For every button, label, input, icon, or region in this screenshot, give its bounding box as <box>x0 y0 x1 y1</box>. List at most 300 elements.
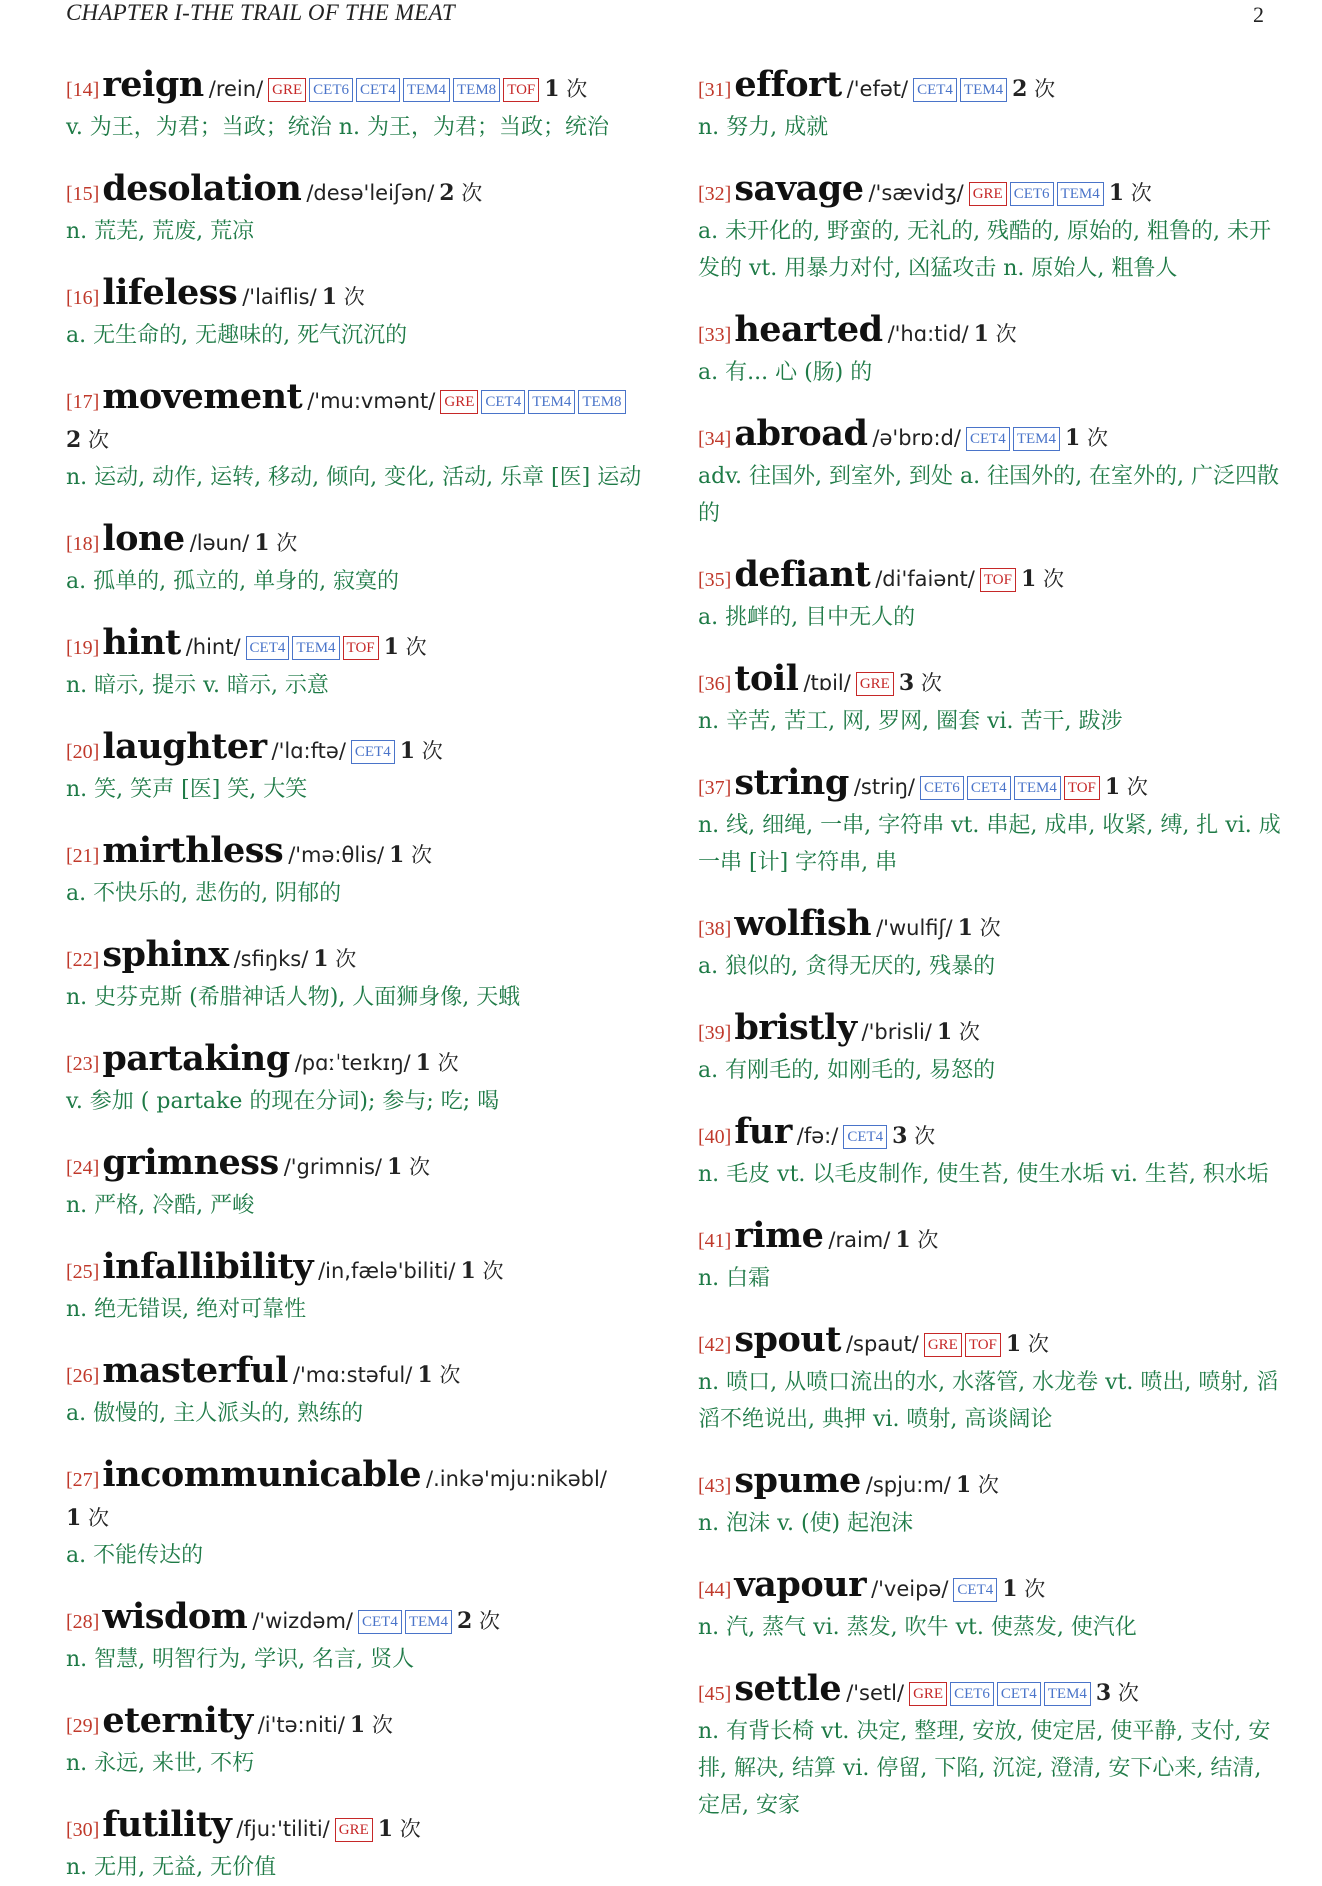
entry-headline <box>698 905 1282 948</box>
entry-index: [21] <box>66 845 100 867</box>
entry-index: [31] <box>698 79 732 101</box>
entry-definition: n. 有背长椅 vt. 决定, 整理, 安放, 使定居, 使平静, 支付, 安排, 解决, 结算 vi. 停留, 下陷, 沉淀, 澄清, 安下心来, 结清, 定居, 安家 <box>698 1719 1271 1818</box>
headword: fur <box>734 1111 792 1152</box>
headword: desolation <box>102 168 302 209</box>
phonetic-transcription: /sfiŋks/ <box>233 947 309 971</box>
page-number: 2 <box>1253 2 1264 27</box>
vocab-entry <box>66 1806 648 1886</box>
exam-tags <box>909 1684 1091 1708</box>
phonetic-transcription: /'hɑ:tid/ <box>887 322 969 346</box>
headword: infallibility <box>102 1246 314 1287</box>
vocab-entry <box>66 274 648 354</box>
headword: wolfish <box>734 903 872 944</box>
frequency-number: 2 <box>1012 76 1028 102</box>
entry-index: [37] <box>698 777 732 799</box>
entry-index: [16] <box>66 287 100 309</box>
frequency-number: 1 <box>415 1050 431 1076</box>
frequency-unit: 次 <box>1130 181 1152 205</box>
entry-headline <box>66 624 648 667</box>
frequency-unit: 次 <box>437 1051 459 1075</box>
entry-definition: a. 不能传达的 <box>66 1543 204 1568</box>
vocab-entry <box>66 520 648 600</box>
vocab-entry <box>698 311 1282 391</box>
frequency-number: 1 <box>973 321 989 347</box>
frequency-count <box>313 940 356 978</box>
vocab-entry <box>66 170 648 250</box>
frequency-count <box>254 524 297 562</box>
exam-tag-gre: GRE <box>856 672 894 696</box>
entry-definition: n. 泡沫 v. (使) 起泡沫 <box>698 1511 914 1536</box>
entry-index: [32] <box>698 183 732 205</box>
exam-tag-cet4: CET4 <box>358 1610 402 1634</box>
entry-headline <box>698 170 1282 213</box>
phonetic-transcription: /.inkə'mju:nikəbl/ <box>426 1467 607 1491</box>
phonetic-transcription: /'mu:vmənt/ <box>307 389 436 413</box>
frequency-number: 1 <box>389 842 405 868</box>
phonetic-transcription: /spju:m/ <box>865 1473 951 1497</box>
exam-tags <box>980 570 1016 594</box>
entry-definition: v. 为王，为君；当政；统治 n. 为王，为君；当政；统治 <box>66 115 609 140</box>
frequency-unit: 次 <box>461 181 483 205</box>
entry-index: [35] <box>698 569 732 591</box>
exam-tag-cet4: CET4 <box>953 1578 997 1602</box>
headword: settle <box>734 1668 842 1709</box>
exam-tag-cet4: CET4 <box>966 427 1010 451</box>
entry-index: [29] <box>66 1715 100 1737</box>
entry-index: [42] <box>698 1334 732 1356</box>
entry-definition: n. 暗示, 提示 v. 暗示, 示意 <box>66 673 329 698</box>
frequency-number: 1 <box>936 1019 953 1045</box>
entry-index: [44] <box>698 1579 732 1601</box>
entry-definition: n. 辛苦, 苦工, 网, 罗网, 圈套 vi. 苦干, 跋涉 <box>698 709 1123 734</box>
exam-tag-tof: TOF <box>343 636 379 660</box>
frequency-count <box>389 836 432 874</box>
frequency-unit: 次 <box>335 947 357 971</box>
phonetic-transcription: /'grimnis/ <box>283 1155 382 1179</box>
phonetic-transcription: /'sævidʒ/ <box>868 181 964 205</box>
frequency-count <box>1109 174 1152 212</box>
frequency-count <box>1096 1674 1139 1712</box>
entry-definition: a. 孤单的, 孤立的, 单身的, 寂寞的 <box>66 569 400 594</box>
entry-index: [33] <box>698 324 732 346</box>
exam-tags <box>440 392 625 416</box>
exam-tags <box>268 80 539 104</box>
entry-definition: n. 努力, 成就 <box>698 115 829 140</box>
frequency-count <box>350 1706 393 1744</box>
entry-headline <box>698 556 1282 599</box>
exam-tags <box>351 742 395 766</box>
entry-definition: adv. 往国外, 到室外, 到处 a. 往国外的, 在室外的, 广泛四散的 <box>698 464 1280 526</box>
exam-tags <box>969 184 1104 208</box>
vocab-entry <box>698 1321 1282 1438</box>
entry-definition: n. 无用, 无益, 无价值 <box>66 1855 277 1880</box>
entry-index: [17] <box>66 391 100 413</box>
phonetic-transcription: /pɑːˈteɪkɪŋ/ <box>294 1051 411 1075</box>
phonetic-transcription: /'lɑ:ftə/ <box>271 739 346 763</box>
frequency-number: 1 <box>1064 425 1081 451</box>
entry-definition: a. 挑衅的, 目中无人的 <box>698 605 916 630</box>
exam-tag-cet6: CET6 <box>1010 182 1054 206</box>
frequency-count <box>416 1044 459 1082</box>
exam-tag-gre: GRE <box>924 1333 962 1357</box>
vocab-entry <box>698 1462 1282 1542</box>
entry-headline <box>66 728 648 771</box>
exam-tags <box>358 1612 452 1636</box>
frequency-count <box>1065 419 1108 457</box>
entry-headline <box>66 1702 648 1745</box>
frequency-number: 1 <box>386 1154 403 1180</box>
vocab-entry <box>698 556 1282 636</box>
frequency-unit: 次 <box>958 1020 980 1044</box>
exam-tags <box>966 429 1060 453</box>
exam-tag-tof: TOF <box>980 568 1016 592</box>
vocab-entry <box>66 1598 648 1678</box>
vocab-entry <box>698 905 1282 985</box>
frequency-count <box>66 421 109 459</box>
vocab-entry <box>698 660 1282 740</box>
frequency-number: 1 <box>349 1712 366 1738</box>
entry-headline <box>66 1598 648 1641</box>
frequency-number: 1 <box>417 1362 433 1388</box>
frequency-count <box>895 1221 938 1259</box>
frequency-number: 1 <box>377 1816 394 1842</box>
exam-tags <box>335 1820 373 1844</box>
entry-index: [14] <box>66 79 100 101</box>
frequency-count <box>322 278 365 316</box>
frequency-number: 1 <box>313 946 329 972</box>
vocab-entry <box>66 1456 648 1574</box>
phonetic-transcription: /striŋ/ <box>853 775 915 799</box>
exam-tag-tem4: TEM4 <box>292 636 339 660</box>
phonetic-transcription: /'veipə/ <box>871 1577 949 1601</box>
entry-definition: a. 傲慢的, 主人派头的, 熟练的 <box>66 1401 364 1426</box>
frequency-count <box>1006 1325 1049 1363</box>
exam-tags <box>246 638 379 662</box>
exam-tags <box>920 778 1100 802</box>
frequency-unit: 次 <box>276 531 298 555</box>
entry-definition: n. 严格, 冷酷, 严峻 <box>66 1193 255 1218</box>
frequency-number: 2 <box>66 427 82 453</box>
entry-headline <box>66 66 648 109</box>
frequency-unit: 次 <box>1027 1332 1049 1356</box>
entry-definition: n. 荒芜, 荒废, 荒凉 <box>66 219 255 244</box>
exam-tag-cet4: CET4 <box>356 78 400 102</box>
frequency-unit: 次 <box>343 285 365 309</box>
headword: hint <box>102 622 181 663</box>
entry-headline <box>698 660 1282 703</box>
exam-tag-tem4: TEM4 <box>1057 182 1104 206</box>
exam-tag-cet4: CET4 <box>481 390 525 414</box>
headword: hearted <box>734 309 883 350</box>
frequency-count <box>378 1810 421 1848</box>
entry-index: [40] <box>698 1126 732 1148</box>
frequency-unit: 次 <box>88 1506 109 1530</box>
entry-definition: n. 史芬克斯 (希腊神话人物), 人面狮身像, 天蛾 <box>66 985 521 1010</box>
headword: sphinx <box>102 934 229 975</box>
frequency-number: 3 <box>1095 1680 1112 1706</box>
frequency-count <box>937 1013 980 1051</box>
frequency-unit: 次 <box>408 1155 430 1179</box>
vocab-entry <box>66 378 648 496</box>
entry-index: [22] <box>66 949 100 971</box>
exam-tags <box>856 674 894 698</box>
entry-headline <box>66 1456 648 1537</box>
frequency-unit: 次 <box>1086 426 1108 450</box>
headword: vapour <box>734 1564 867 1605</box>
exam-tag-tem4: TEM4 <box>1044 1682 1091 1706</box>
headword: abroad <box>734 413 868 454</box>
frequency-unit: 次 <box>439 1363 461 1387</box>
entry-index: [27] <box>66 1469 100 1491</box>
headword: wisdom <box>102 1596 248 1637</box>
entry-headline <box>698 1009 1282 1052</box>
frequency-unit: 次 <box>399 1817 421 1841</box>
exam-tag-tem4: TEM4 <box>405 1610 452 1634</box>
entry-headline <box>66 936 648 979</box>
frequency-count <box>457 1602 500 1640</box>
entry-headline <box>66 1248 648 1291</box>
entry-definition: n. 运动, 动作, 运转, 移动, 倾向, 变化, 活动, 乐章 [医] 运动 <box>66 465 642 490</box>
frequency-count <box>66 1499 109 1537</box>
exam-tag-tem4: TEM4 <box>1014 776 1061 800</box>
phonetic-transcription: /'brisli/ <box>861 1020 932 1044</box>
frequency-count <box>974 315 1017 353</box>
frequency-number: 1 <box>383 634 399 660</box>
frequency-number: 1 <box>66 1505 82 1531</box>
entry-index: [24] <box>66 1157 100 1179</box>
entry-definition: n. 智慧, 明智行为, 学识, 名言, 贤人 <box>66 1647 415 1672</box>
entry-headline <box>66 1040 648 1083</box>
phonetic-transcription: /di'faiənt/ <box>875 567 975 591</box>
phonetic-transcription: /hint/ <box>185 635 241 659</box>
headword: toil <box>734 658 799 699</box>
entry-index: [38] <box>698 918 732 940</box>
exam-tag-gre: GRE <box>440 390 478 414</box>
exam-tag-gre: GRE <box>969 182 1007 206</box>
frequency-unit: 次 <box>482 1259 504 1283</box>
entry-headline <box>698 1217 1282 1260</box>
vocab-entry <box>698 66 1282 146</box>
exam-tag-cet4: CET4 <box>843 1125 887 1149</box>
entry-definition: n. 绝无错误, 绝对可靠性 <box>66 1297 307 1322</box>
entry-headline <box>66 1144 648 1187</box>
vocab-entry <box>66 728 648 808</box>
entry-index: [39] <box>698 1022 732 1044</box>
frequency-unit: 次 <box>914 1124 936 1148</box>
entry-index: [36] <box>698 673 732 695</box>
phonetic-transcription: /tɒil/ <box>803 671 851 695</box>
headword: reign <box>102 64 204 105</box>
vocab-entry <box>66 832 648 912</box>
exam-tag-cet4: CET4 <box>351 740 395 764</box>
vocab-entry <box>698 1217 1282 1297</box>
vocab-entry <box>66 1352 648 1432</box>
entry-definition: a. 狼似的, 贪得无厌的, 残暴的 <box>698 954 996 979</box>
entry-definition: v. 参加 ( partake 的现在分词); 参与; 吃; 喝 <box>66 1089 500 1114</box>
frequency-number: 1 <box>460 1258 476 1284</box>
entry-index: [30] <box>66 1819 100 1841</box>
headword: futility <box>102 1804 232 1845</box>
frequency-count <box>384 628 427 666</box>
headword: mirthless <box>102 830 284 871</box>
entry-definition: n. 白霜 <box>698 1266 771 1291</box>
entry-index: [15] <box>66 183 100 205</box>
frequency-unit: 次 <box>88 428 109 452</box>
entry-definition: n. 喷口, 从喷口流出的水, 水落管, 水龙卷 vt. 喷出, 喷射, 滔滔不绝说出, 典押 vi. 喷射, 高谈阔论 <box>698 1370 1279 1432</box>
frequency-number: 2 <box>439 180 455 206</box>
frequency-number: 1 <box>1108 180 1125 206</box>
entry-headline <box>698 764 1282 807</box>
phonetic-transcription: /fə:/ <box>796 1124 839 1148</box>
frequency-number: 3 <box>892 1123 908 1149</box>
frequency-number: 3 <box>898 670 915 696</box>
phonetic-transcription: /ləun/ <box>189 531 250 555</box>
entry-definition: a. 有... 心 (肠) 的 <box>698 360 873 385</box>
frequency-count <box>1012 70 1055 108</box>
entry-definition: n. 永远, 来世, 不朽 <box>66 1751 255 1776</box>
headword: lifeless <box>102 272 238 313</box>
frequency-count <box>439 174 482 212</box>
exam-tag-tof: TOF <box>503 78 539 102</box>
frequency-count <box>892 1117 935 1155</box>
vocab-entry <box>698 1113 1282 1193</box>
phonetic-transcription: /'wizdəm/ <box>252 1609 353 1633</box>
vocab-entry <box>698 1566 1282 1646</box>
exam-tag-tem8: TEM8 <box>453 78 500 102</box>
phonetic-transcription: /raim/ <box>828 1228 891 1252</box>
vocab-entry <box>66 1248 648 1328</box>
frequency-unit: 次 <box>920 671 942 695</box>
frequency-count <box>387 1148 430 1186</box>
headword: grimness <box>102 1142 279 1183</box>
exam-tag-tof: TOF <box>1064 776 1100 800</box>
entry-headline <box>66 378 648 459</box>
frequency-count <box>1021 560 1064 598</box>
frequency-unit: 次 <box>1117 1681 1139 1705</box>
frequency-number: 1 <box>1104 774 1121 800</box>
exam-tag-gre: GRE <box>335 1818 373 1842</box>
headword: defiant <box>734 554 871 595</box>
headword: masterful <box>102 1350 288 1391</box>
phonetic-transcription: /'laiflis/ <box>242 285 317 309</box>
entry-definition: n. 毛皮 vt. 以毛皮制作, 使生苔, 使生水垢 vi. 生苔, 积水垢 <box>698 1162 1269 1187</box>
vocab-entry <box>698 170 1282 287</box>
entry-index: [43] <box>698 1475 732 1497</box>
phonetic-transcription: /ə'brɒ:d/ <box>872 426 961 450</box>
frequency-number: 1 <box>957 915 973 941</box>
exam-tag-tem8: TEM8 <box>578 390 625 414</box>
entry-headline <box>698 1321 1282 1364</box>
exam-tag-gre: GRE <box>909 1682 947 1706</box>
headword: effort <box>734 64 842 105</box>
vocab-entry <box>66 1144 648 1224</box>
headword: spume <box>734 1460 861 1501</box>
entry-headline <box>66 1806 648 1849</box>
entry-headline <box>698 1566 1282 1609</box>
frequency-unit: 次 <box>1024 1577 1046 1601</box>
frequency-count <box>1105 768 1148 806</box>
frequency-count <box>956 1466 999 1504</box>
frequency-number: 1 <box>399 738 416 764</box>
headword: movement <box>102 376 303 417</box>
exam-tag-cet4: CET4 <box>967 776 1011 800</box>
exam-tag-tem4: TEM4 <box>960 78 1007 102</box>
vocab-entry <box>698 1670 1282 1824</box>
frequency-count <box>417 1356 460 1394</box>
frequency-unit: 次 <box>421 739 443 763</box>
vocab-entry <box>66 936 648 1016</box>
frequency-unit: 次 <box>995 322 1017 346</box>
entry-headline <box>698 1113 1282 1156</box>
entry-headline <box>698 415 1282 458</box>
entry-definition: a. 有刚毛的, 如刚毛的, 易怒的 <box>698 1058 996 1083</box>
phonetic-transcription: /fju:'tiliti/ <box>236 1817 330 1841</box>
exam-tags <box>953 1580 997 1604</box>
entry-definition: n. 线, 细绳, 一串, 字符串 vt. 串起, 成串, 收紧, 缚, 扎 vi. 成一串 [计] 字符串, 串 <box>698 813 1281 875</box>
headword: savage <box>734 168 864 209</box>
frequency-number: 1 <box>544 76 560 102</box>
entry-index: [23] <box>66 1053 100 1075</box>
frequency-unit: 次 <box>977 1473 999 1497</box>
headword: rime <box>734 1215 824 1256</box>
headword: incommunicable <box>102 1454 422 1495</box>
frequency-count <box>400 732 443 770</box>
exam-tag-tem4: TEM4 <box>528 390 575 414</box>
vocab-entry <box>66 1040 648 1120</box>
entry-headline <box>698 1670 1282 1713</box>
frequency-unit: 次 <box>405 635 427 659</box>
frequency-number: 1 <box>1002 1576 1018 1602</box>
phonetic-transcription: /desə'leiʃən/ <box>306 181 435 205</box>
chapter-title: CHAPTER I-THE TRAIL OF THE MEAT <box>66 0 455 25</box>
entry-index: [25] <box>66 1261 100 1283</box>
phonetic-transcription: /in,fælə'biliti/ <box>318 1259 456 1283</box>
entry-headline <box>66 274 648 317</box>
headword: partaking <box>102 1038 290 1079</box>
frequency-unit: 次 <box>1034 77 1056 101</box>
exam-tag-tof: TOF <box>965 1333 1001 1357</box>
frequency-number: 1 <box>321 284 337 310</box>
phonetic-transcription: /rein/ <box>208 77 264 101</box>
exam-tag-cet6: CET6 <box>950 1682 994 1706</box>
entry-headline <box>66 170 648 213</box>
entry-definition: a. 不快乐的, 悲伤的, 阴郁的 <box>66 881 342 906</box>
exam-tag-cet6: CET6 <box>309 78 353 102</box>
entry-index: [18] <box>66 533 100 555</box>
frequency-unit: 次 <box>979 916 1001 940</box>
headword: laughter <box>102 726 267 767</box>
vocab-entry <box>698 764 1282 881</box>
phonetic-transcription: /'setl/ <box>846 1681 905 1705</box>
entry-headline <box>698 311 1282 354</box>
exam-tag-cet4: CET4 <box>913 78 957 102</box>
headword: lone <box>102 518 185 559</box>
exam-tag-cet4: CET4 <box>246 636 290 660</box>
frequency-unit: 次 <box>566 77 588 101</box>
exam-tag-tem4: TEM4 <box>1013 427 1060 451</box>
frequency-number: 1 <box>1005 1331 1022 1357</box>
vocab-entry <box>698 1009 1282 1089</box>
entry-headline <box>66 520 648 563</box>
frequency-unit: 次 <box>479 1609 500 1633</box>
entry-definition: a. 未开化的, 野蛮的, 无礼的, 残酷的, 原始的, 粗鲁的, 未开发的 vt. 用暴力对付, 凶猛攻击 n. 原始人, 粗鲁人 <box>698 219 1272 281</box>
vocab-entry <box>698 415 1282 532</box>
exam-tag-gre: GRE <box>268 78 306 102</box>
vocab-entry <box>66 1702 648 1782</box>
entry-index: [45] <box>698 1683 732 1705</box>
entry-headline <box>698 66 1282 109</box>
frequency-unit: 次 <box>411 843 433 867</box>
